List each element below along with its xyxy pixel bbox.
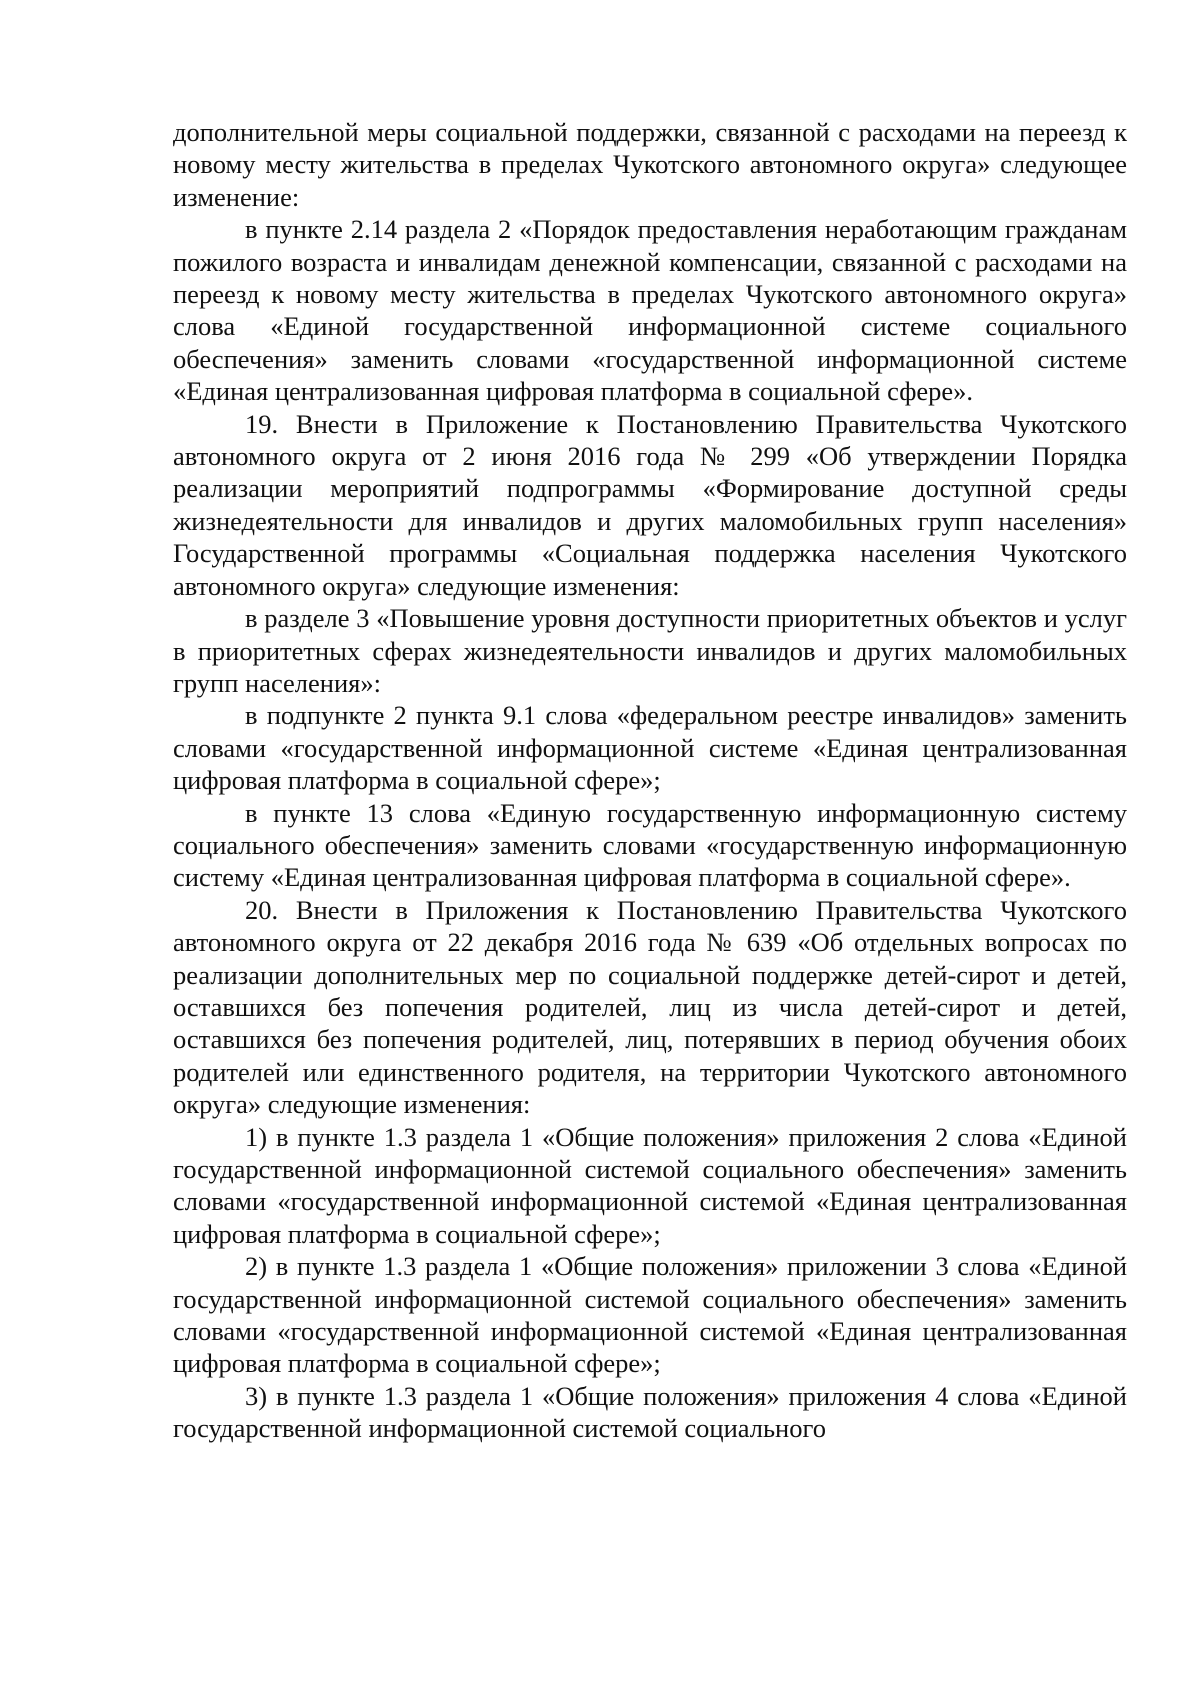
document-body <box>173 116 1127 1445</box>
paragraph-subitem-9-1: в подпункте 2 пункта 9.1 слова «федеральном реестре инвалидов» заменить словами «государственной информационной системе «Единая централизованная цифровая платформа в социальной сфере»; <box>173 700 1127 796</box>
paragraph-item-20: 20. Внести в Приложения к Постановлению Правительства Чукотского автономного округа от 22 декабря 2016 года № 639 «Об отдельных вопросах по реализации дополнительных мер по социальной поддержке детей-сирот и детей, оставшихся без попечения родителей, лиц из числа детей-сирот и детей, оставшихся без попечения родителей, лиц, потерявших в период обучения обоих родителей или единственного родителя, на территории Чукотского автономного округа» следующие изменения: <box>173 894 1127 1120</box>
paragraph-subitem-2: 2) в пункте 1.3 раздела 1 «Общие положения» приложении 3 слова «Единой государственной информационной системой социального обеспечения» заменить словами «государственной информационной системой «Единая централизованная цифровая платформа в социальной сфере»; <box>173 1251 1127 1379</box>
paragraph-subitem-1: 1) в пункте 1.3 раздела 1 «Общие положения» приложения 2 слова «Единой государственной информационной системой социального обеспечения» заменить словами «государственной информационной системой «Единая централизованная цифровая платформа в социальной сфере»; <box>173 1121 1127 1249</box>
paragraph-item-2-14: в пункте 2.14 раздела 2 «Порядок предоставления неработающим гражданам пожилого возраста и инвалидам денежной компенсации, связанной с расходами на переезд к новому месту жительства в пределах Чукотского автономного округа» слова «Единой государственной информационной системе социального обеспечения» заменить словами «государственной информационной системе «Единая централизованная цифровая платформа в социальной сфере». <box>173 214 1127 407</box>
paragraph-continuation: дополнительной меры социальной поддержки, связанной с расходами на переезд к новому месту жительства в пределах Чукотского автономного округа» следующее изменение: <box>173 117 1127 212</box>
paragraph-item-13: в пункте 13 слова «Единую государственную информационную систему социального обеспечения» заменить словами «государственную информационную систему «Единая централизованная цифровая платформа в социальной сфере». <box>173 797 1127 893</box>
paragraph-section-3: в разделе 3 «Повышение уровня доступности приоритетных объектов и услуг в приоритетных сферах жизнедеятельности инвалидов и других маломобильных групп населения»: <box>173 603 1127 698</box>
paragraph-subitem-3: 3) в пункте 1.3 раздела 1 «Общие положения» приложения 4 слова «Единой государственной информационной системой социального <box>173 1380 1127 1444</box>
paragraph-item-19: 19. Внести в Приложение к Постановлению Правительства Чукотского автономного округа от 2 июня 2016 года № 299 «Об утверждении Порядка реализации мероприятий подпрограммы «Формирование доступной среды жизнедеятельности для инвалидов и других маломобильных групп населения» Государственной программы «Социальная поддержка населения Чукотского автономного округа» следующие изменения: <box>173 408 1127 601</box>
